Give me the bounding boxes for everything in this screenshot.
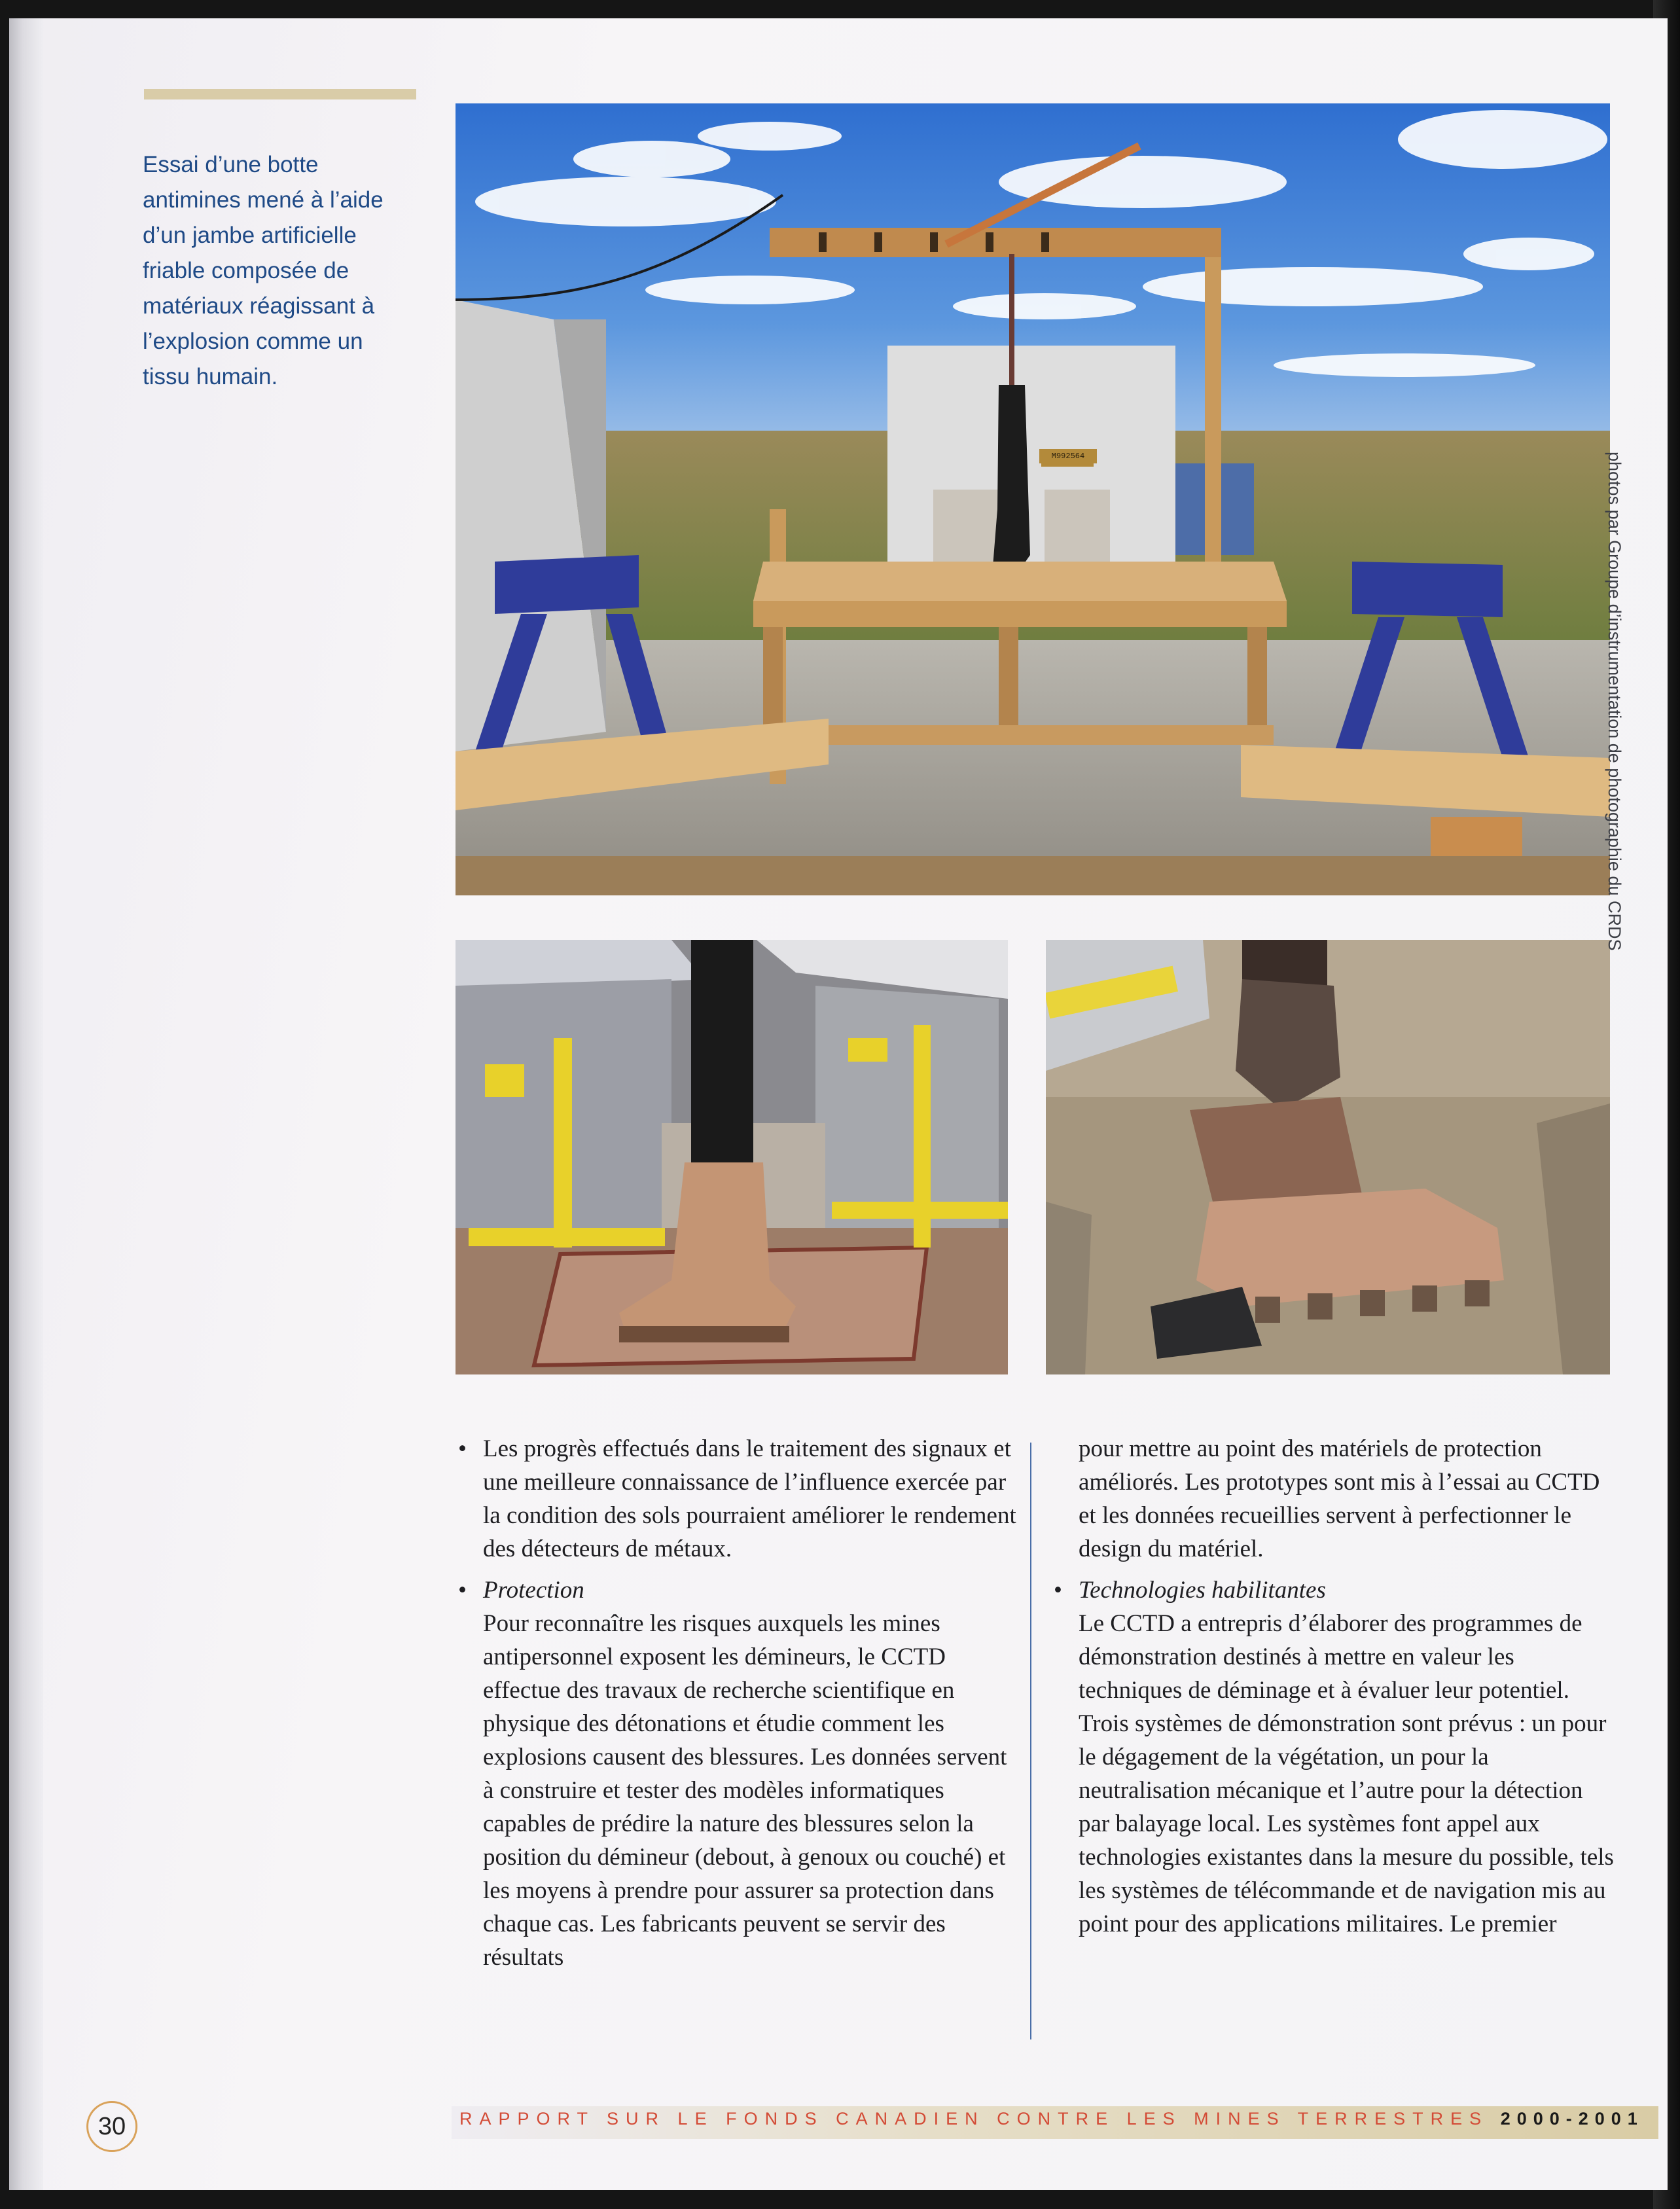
running-footer bbox=[459, 2109, 1644, 2129]
photo-boot-after bbox=[1046, 940, 1610, 1374]
photo-credit-text: photos par Groupe d’instrumentation de photographie du CRDS bbox=[1605, 452, 1624, 951]
bullet-dot: • bbox=[458, 1435, 467, 1462]
section-text-technologies: Le CCTD a entrepris d’élaborer des programmes de démonstration destinés à mettre en valeur les techniques de déminage et à évaluer leur potentiel. Trois systèmes de démonstration sont prévus : un pour le dégagement de la végétation, un pour la neutralisation mécanique et l’autre pour la détection par balayage local. Les systèmes font appel aux technologies existantes dans la mesure du possible, tels les systèmes de télécommande et de navigation mis au point pour des applications militaires. Le premier bbox=[1079, 1610, 1614, 1937]
test-plate-label: M992564 bbox=[1039, 449, 1097, 463]
section-text-protection: Pour reconnaître les risques auxquels les mines antipersonnel exposent les démineurs, le CCTD effectue des travaux de recherche scientifique en physique des détonations et étudie comment les explosions causent des blessures. Les données servent à construire et tester des modèles informatiques capables de prédire la nature des blessures selon la position du démineur (debout, à genoux ou couché) et les moyens à prendre pour assurer sa protection dans chaque cas. Les fabricants peuvent se servir des résultats bbox=[483, 1610, 1007, 1971]
photo-boot-before bbox=[456, 940, 1008, 1374]
bullet-item-technologies bbox=[1054, 1573, 1617, 1941]
page-number: 30 bbox=[86, 2101, 137, 2152]
text-column-left bbox=[458, 1432, 1021, 1982]
continuation-text: pour mettre au point des matériels de protection améliorés. Les prototypes sont mis à l’essai au CCTD et les données recueillies servent à perfectionner le design du matériel. bbox=[1079, 1435, 1600, 1562]
text-column-right bbox=[1054, 1432, 1617, 1949]
page-gutter-shadow bbox=[9, 18, 43, 2190]
footer-report-title: RAPPORT SUR LE FONDS CANADIEN CONTRE LES MINES TERRESTRES bbox=[459, 2109, 1489, 2128]
bullet-item-protection bbox=[458, 1573, 1021, 1974]
bullet-dot: • bbox=[458, 1577, 467, 1604]
photo-test-rig bbox=[456, 103, 1610, 895]
bullet-item-detectors bbox=[458, 1432, 1021, 1566]
column-divider bbox=[1030, 1443, 1031, 2039]
section-heading-technologies: Technologies habilitantes bbox=[1079, 1577, 1326, 1604]
photo-caption: Essai d’une botte antimines mené à l’aide d’un jambe artificielle friable composée de matériaux réagissant à l’explosion comme un tissu humain. bbox=[143, 152, 384, 389]
continuation-block bbox=[1054, 1432, 1617, 1566]
section-heading-protection: Protection bbox=[483, 1577, 584, 1604]
bullet-dot: • bbox=[1054, 1577, 1062, 1604]
bullet-text-detectors: Les progrès effectués dans le traitement des signaux et une meilleure connaissance de l’influence exercée par la condition des sols pourraient améliorer le rendement des détecteurs de métaux. bbox=[483, 1435, 1016, 1562]
caption-rule bbox=[144, 89, 416, 99]
footer-year: 2000-2001 bbox=[1500, 2109, 1644, 2128]
